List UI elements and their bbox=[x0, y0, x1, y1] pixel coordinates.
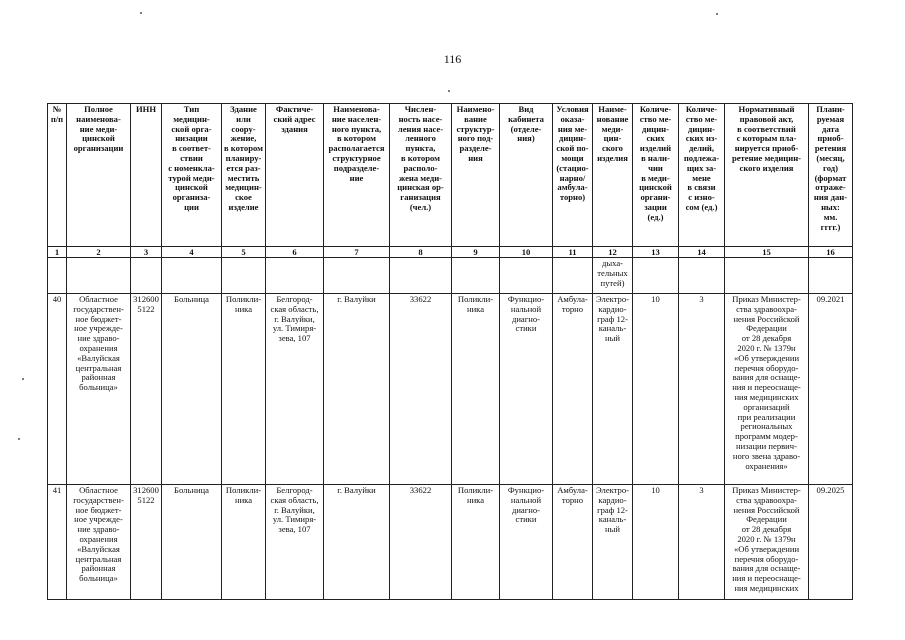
header-cell: Тип медицин- ской орга- низации в соответ- ствии с номенкла- турой меди- цинской организа- ции bbox=[162, 104, 222, 247]
column-number: 13 bbox=[633, 247, 679, 258]
column-number: 10 bbox=[500, 247, 553, 258]
settlement-cell: г. Валуйки bbox=[324, 294, 390, 485]
org-name-cell: Областное государствен- ное бюджет- ное учрежде- ние здраво- охранения «Валуйская центральная районная больница» bbox=[67, 485, 131, 600]
scan-speck bbox=[716, 13, 718, 15]
header-cell: Фактиче- ский адрес здания bbox=[266, 104, 324, 247]
inn-cell: 312600 5122 bbox=[131, 485, 162, 600]
unit-cell: Поликли- ника bbox=[452, 294, 500, 485]
column-number: 5 bbox=[222, 247, 266, 258]
scan-speck bbox=[448, 90, 450, 92]
header-cell: Наимено- вание структур- ного под- разделе- ния bbox=[452, 104, 500, 247]
empty-cell bbox=[48, 258, 67, 294]
population-cell: 33622 bbox=[390, 294, 452, 485]
column-number: 15 bbox=[725, 247, 809, 258]
building-cell: Поликли- ника bbox=[222, 294, 266, 485]
conditions-cell: Амбула- торно bbox=[553, 294, 593, 485]
header-cell: Числен- ность насе- ления насе- ленного пункта, в котором располо- жена меди- цинская ор- ганизация (чел.) bbox=[390, 104, 452, 247]
page-number: 116 bbox=[443, 52, 462, 66]
scan-speck bbox=[18, 438, 20, 440]
continuation-row bbox=[48, 258, 853, 294]
column-number: 9 bbox=[452, 247, 500, 258]
empty-cell bbox=[324, 258, 390, 294]
empty-cell bbox=[266, 258, 324, 294]
header-cell: Нормативный правовой акт, в соответствий с которым пла- нируется приоб- ретение медицин- ского изделия bbox=[725, 104, 809, 247]
device-cell: Электро- кардио- граф 12- каналь- ный bbox=[593, 294, 633, 485]
header-cell: Количе- ство ме- дицин- ских из- делий, подлежа- щих за- мене в связи с изно- сом (ед.) bbox=[679, 104, 725, 247]
planned-date-cell: 09.2021 bbox=[809, 294, 853, 485]
column-number: 6 bbox=[266, 247, 324, 258]
row-number: 40 bbox=[48, 294, 67, 485]
column-number: 16 bbox=[809, 247, 853, 258]
header-cell: Плани- руемая дата приоб- ретения (месяц, год) (формат отраже- ния дан- ных: мм. гггг.) bbox=[809, 104, 853, 247]
qty-replace-cell: 3 bbox=[679, 485, 725, 600]
empty-cell bbox=[222, 258, 266, 294]
header-cell: Условия оказа- ния ме- дицин- ской по- мощи (стацио- нарно/ амбула- торно) bbox=[553, 104, 593, 247]
settlement-cell: г. Валуйки bbox=[324, 485, 390, 600]
empty-cell bbox=[553, 258, 593, 294]
header-cell: Наиме- нование меди- цин- ского изделия bbox=[593, 104, 633, 247]
empty-cell bbox=[633, 258, 679, 294]
empty-cell bbox=[679, 258, 725, 294]
org-type-cell: Больница bbox=[162, 485, 222, 600]
column-number: 8 bbox=[390, 247, 452, 258]
column-number: 3 bbox=[131, 247, 162, 258]
equipment-table bbox=[47, 103, 853, 600]
planned-date-cell: 09.2025 bbox=[809, 485, 853, 600]
header-cell: Вид кабинета (отделе- ния) bbox=[500, 104, 553, 247]
qty-replace-cell: 3 bbox=[679, 294, 725, 485]
row-number: 41 bbox=[48, 485, 67, 600]
header-cell: Наименова- ние населен- ного пункта, в котором располагается структурное подразделе- ние bbox=[324, 104, 390, 247]
cabinet-cell: Функцио- нальной диагно- стики bbox=[500, 294, 553, 485]
empty-cell bbox=[390, 258, 452, 294]
column-number: 7 bbox=[324, 247, 390, 258]
header-cell: № п/п bbox=[48, 104, 67, 247]
table-row bbox=[48, 294, 853, 485]
qty-have-cell: 10 bbox=[633, 294, 679, 485]
legal-act-cell: Приказ Министер- ства здравоохра- нения Российской Федерации от 28 декабря 2020 г. № 1379н «Об утверждении перечня оборудо- вания для оснаще- ния и переоснаще- ния медицинских bbox=[725, 485, 809, 600]
scan-speck bbox=[140, 12, 142, 14]
header-cell: Здание или соору- жение, в котором планиру- ется раз- местить медицин- ское изделие bbox=[222, 104, 266, 247]
unit-cell: Поликли- ника bbox=[452, 485, 500, 600]
empty-cell bbox=[67, 258, 131, 294]
empty-cell bbox=[500, 258, 553, 294]
qty-have-cell: 10 bbox=[633, 485, 679, 600]
column-number-row bbox=[48, 247, 853, 258]
column-number: 12 bbox=[593, 247, 633, 258]
population-cell: 33622 bbox=[390, 485, 452, 600]
header-cell: ИНН bbox=[131, 104, 162, 247]
org-type-cell: Больница bbox=[162, 294, 222, 485]
empty-cell bbox=[725, 258, 809, 294]
empty-cell bbox=[162, 258, 222, 294]
column-number: 1 bbox=[48, 247, 67, 258]
inn-cell: 312600 5122 bbox=[131, 294, 162, 485]
legal-act-cell: Приказ Министер- ства здравоохра- нения Российской Федерации от 28 декабря 2020 г. № 1379н «Об утверждении перечня оборудо- вания для оснаще- ния и переоснаще- ния медицинских организаций при реализации региональных программ модер- низации первич- ного звена здраво- охранения» bbox=[725, 294, 809, 485]
empty-cell bbox=[452, 258, 500, 294]
address-cell: Белгород- ская область, г. Валуйки, ул. Тимиря- зева, 107 bbox=[266, 485, 324, 600]
scan-speck bbox=[22, 378, 24, 380]
address-cell: Белгород- ская область, г. Валуйки, ул. Тимиря- зева, 107 bbox=[266, 294, 324, 485]
empty-cell bbox=[131, 258, 162, 294]
org-name-cell: Областное государствен- ное бюджет- ное учрежде- ние здраво- охранения «Валуйская центральная районная больница» bbox=[67, 294, 131, 485]
conditions-cell: Амбула- торно bbox=[553, 485, 593, 600]
continuation-device-cell: дыха- тельных путей) bbox=[593, 258, 633, 294]
column-number: 2 bbox=[67, 247, 131, 258]
table-row bbox=[48, 485, 853, 600]
column-number: 14 bbox=[679, 247, 725, 258]
column-number: 11 bbox=[553, 247, 593, 258]
device-cell: Электро- кардио- граф 12- каналь- ный bbox=[593, 485, 633, 600]
column-number: 4 bbox=[162, 247, 222, 258]
empty-cell bbox=[809, 258, 853, 294]
header-cell: Полное наименова- ние меди- цинской организации bbox=[67, 104, 131, 247]
header-row bbox=[48, 104, 853, 247]
cabinet-cell: Функцио- нальной диагно- стики bbox=[500, 485, 553, 600]
building-cell: Поликли- ника bbox=[222, 485, 266, 600]
header-cell: Количе- ство ме- дицин- ских изделий в нали- чии в меди- цинской органи- зации (ед.) bbox=[633, 104, 679, 247]
